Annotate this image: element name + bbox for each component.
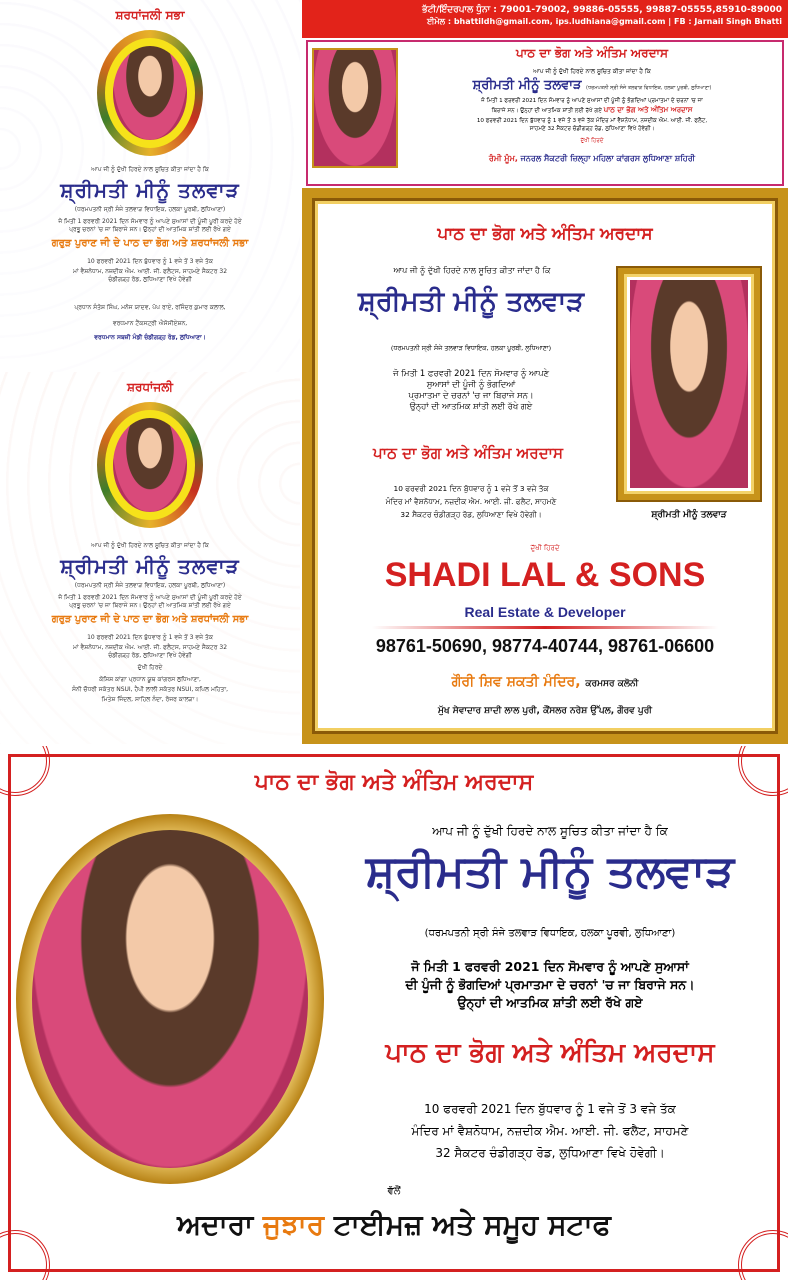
ad3-portrait xyxy=(312,48,398,168)
ad3-body-text: ਬਿਰਾਜੇ ਸਨ। ਉਨ੍ਹਾਂ ਦੀ ਆਤਮਿਕ ਸ਼ਾਂਤੀ ਲਈ ਰੱਖੇ ਗਏ xyxy=(491,108,602,114)
ad3-intro: ਆਪ ਜੀ ਨੂੰ ਦੁੱਖੀ ਹਿਰਦੇ ਨਾਲ ਸੂਚਿਤ ਕੀਤਾ ਜਾਂਦਾ ਹੈ ਕਿ xyxy=(533,68,651,75)
ad2-spouse: (ਧਰਮਪਤਨੀ ਸ੍ਰੀ ਸੰਜੇ ਤਲਵਾੜ ਵਿਧਾਇਕ, ਹਲਕਾ ਪੂਰਬੀ, ਲੁਧਿਆਣਾ) xyxy=(74,582,226,589)
ad4-signatories: ਮੁੱਖ ਸੇਵਾਦਾਰ ਸ਼ਾਦੀ ਲਾਲ ਪੁਰੀ, ਕੌਂਸਲਰ ਨਰੇਸ਼ ਉੱਪਲ, ਗੌਰਵ ਪੁਰੀ xyxy=(437,706,653,716)
ad3-name-text: ਸ਼੍ਰੀਮਤੀ ਮੀਨੂੰ ਤਲਵਾੜ xyxy=(472,78,582,93)
ad3-title: ਪਾਠ ਦਾ ਭੋਗ ਅਤੇ ਅੰਤਿਮ ਅਰਦਾਸ xyxy=(516,46,668,60)
ad2-signatories-2: ਸੰਨੀ ਚੌਧਰੀ ਸਕੱਤਰ NSUI, ਹੈਪੀ ਲਾਲੀ ਸਕੱਤਰ NSUI, ਕਪਿਲ ਮਹਿਤਾ, xyxy=(71,686,229,693)
ad4-venue-line1: ਮੰਦਿਰ ਮਾਂ ਵੈਸ਼ਨੋਧਾਮ, ਨਜ਼ਦੀਕ ਐਮ. ਆਈ. ਜੀ. ਫਲੈਟ, ਸਾਹਮਣੇ xyxy=(385,497,557,506)
ad5-body-line1: ਜੋ ਮਿਤੀ 1 ਫਰਵਰੀ 2021 ਦਿਨ ਸੋਮਵਾਰ ਨੂੰ ਆਪਣੇ ਸੁਆਸਾਂ xyxy=(411,959,689,974)
ad2-portrait xyxy=(113,418,187,512)
ad5-body-line3: ਉਨ੍ਹਾਂ ਦੀ ਆਤਮਿਕ ਸ਼ਾਂਤੀ ਲਈ ਰੱਖੇ ਗਏ xyxy=(457,995,643,1010)
ad5-portrait xyxy=(32,830,308,1168)
ad1-title: ਸ਼ਰਧਾਂਜਲੀ ਸਭਾ xyxy=(115,8,185,22)
ad4-photo-caption: ਸ਼੍ਰੀਮਤੀ ਮੀਨੂੰ ਤਲਵਾੜ xyxy=(651,510,727,520)
ad2-body-line1: ਜੋ ਮਿਤੀ 1 ਫਰਵਰੀ 2021 ਦਿਨ ਸੋਮਵਾਰ ਨੂੰ ਆਪਣੇ ਸੁਆਸਾਂ ਦੀ ਪੂੰਜੀ ਪੂਰੀ ਕਰਦੇ ਹੋਏ xyxy=(58,594,242,601)
ad5-title: ਪਾਠ ਦਾ ਭੋਗ ਅਤੇ ਅੰਤਿਮ ਅਰਦਾਸ xyxy=(254,770,534,795)
ad1-spouse: (ਧਰਮਪਤਨੀ ਸ੍ਰੀ ਸੰਜੇ ਤਲਵਾੜ ਵਿਧਾਇਕ, ਹਲਕਾ ਪੂਰਬੀ, ਲੁਧਿਆਣਾ) xyxy=(74,206,226,213)
ad5-venue-line1: ਮੰਦਿਰ ਮਾਂ ਵੈਸ਼ਨੋਧਾਮ, ਨਜ਼ਦੀਕ ਐਮ. ਆਈ. ਜੀ. ਫਲੈਟ, ਸਾਹਮਣੇ xyxy=(411,1124,689,1138)
ad2-venue-line2: ਚੰਡੀਗੜ੍ਹ ਰੋਡ, ਲੁਧਿਆਣਾ ਵਿਖੇ ਹੋਵੇਗੀ xyxy=(108,652,192,659)
ad4-date: 10 ਫਰਵਰੀ 2021 ਦਿਨ ਬੁੱਧਵਾਰ ਨੂੰ 1 ਵਜੇ ਤੋਂ 3 ਵਜੇ ਤੱਕ xyxy=(393,484,549,493)
ad2-name: ਸ਼੍ਰੀਮਤੀ ਮੀਨੂੰ ਤਲਵਾੜ xyxy=(60,554,240,578)
contact-phones: ਭੱਟੀ/ਇੰਦਰਪਾਲ ਧੁੰਨਾ : 79001-79002, 99886-05555, 99887-05555,85910-89000 xyxy=(422,5,782,15)
ad4-spouse: (ਧਰਮਪਤਨੀ ਸ੍ਰੀ ਸੰਜੇ ਤਲਵਾੜ ਵਿਧਾਇਕ, ਹਲਕਾ ਪੂਰਬੀ, ਲੁਧਿਆਣਾ) xyxy=(390,344,552,352)
ad4-temple-name: ਗੌਰੀ ਸ਼ਿਵ ਸ਼ਕਤੀ ਮੰਦਿਰ, xyxy=(451,674,581,690)
ad3-name xyxy=(404,78,780,93)
ad3-grieving: ਦੁੱਖੀ ਹਿਰਦੇ xyxy=(580,138,604,144)
ad4-temple xyxy=(312,674,778,690)
ad4-venue-line2: 32 ਸੈਕਟਰ ਚੰਡੀਗੜ੍ਹ ਰੋਡ, ਲੁਧਿਆਣਾ ਵਿਖੇ ਹੋਵੇਗੀ। xyxy=(400,510,542,519)
ad4-intro: ਆਪ ਜੀ ਨੂੰ ਦੁੱਖੀ ਹਿਰਦੇ ਨਾਲ ਸੂਚਿਤ ਕੀਤਾ ਜਾਂਦਾ ਹੈ ਕਿ xyxy=(393,266,551,275)
ad1-body-line2: ਪ੍ਰਭੂ ਚਰਨਾਂ 'ਚ ਜਾ ਬਿਰਾਜੇ ਸਨ। ਉਨ੍ਹਾਂ ਦੀ ਆਤਮਿਕ ਸ਼ਾਂਤੀ ਲਈ ਰੱਖੇ ਗਏ xyxy=(69,226,231,233)
ad3-signatory xyxy=(404,154,780,164)
ad5-headline: ਪਾਠ ਦਾ ਭੋਗ ਅਤੇ ਅੰਤਿਮ ਅਰਦਾਸ xyxy=(385,1038,715,1068)
ad3-sign-role: ਜਨਰਲ ਸੈਕਟਰੀ ਜ਼ਿਲ੍ਹਾ ਮਹਿਲਾ ਕਾਂਗਰਸ ਲੁਧਿਆਣਾ ਸ਼ਹਿਰੀ xyxy=(520,154,696,163)
ad2-signatories-3: ਮਿਤੇਸ਼ ਜਿੰਦਲ, ਸਾਹਿਲ ਨੰਦਾ, ਰੋਜਰ ਕਾਲੜਾ। xyxy=(101,696,199,703)
ad2-signatories-1: ਕੋਸ਼ਿਸ਼ ਕਾਂਗਾ ਪ੍ਰਧਾਨ ਯੂਥ ਕਾਂਗਰਸ ਲੁਧਿਆਣਾ, xyxy=(99,676,201,683)
tribute-ad-5 xyxy=(0,746,788,1280)
ad4-phones: 98761-50690, 98774-40744, 98761-06600 xyxy=(375,636,715,656)
ad4-grieving: ਦੁੱਖੀ ਹਿਰਦੇ xyxy=(530,544,560,552)
ad2-intro: ਆਪ ਜੀ ਨੂੰ ਦੁੱਖੀ ਹਿਰਦੇ ਨਾਲ ਸੂਚਿਤ ਕੀਤਾ ਜਾਂਦਾ ਹੈ ਕਿ xyxy=(91,542,209,549)
ad5-intro: ਆਪ ਜੀ ਨੂੰ ਦੁੱਖੀ ਹਿਰਦੇ ਨਾਲ ਸੂਚਿਤ ਕੀਤਾ ਜਾਂਦਾ ਹੈ ਕਿ xyxy=(432,824,668,838)
ad5-by: ਵੱਲੋਂ xyxy=(387,1186,401,1197)
ad4-body-line3: ਪ੍ਰਮਾਤਮਾ ਦੇ ਚਰਨਾਂ 'ਚ ਜਾ ਬਿਰਾਜੇ ਸਨ। xyxy=(408,390,534,400)
ad3-body-line1: ਜੋ ਮਿਤੀ 1 ਫਰਵਰੀ 2021 ਦਿਨ ਸੋਮਵਾਰ ਨੂੰ ਆਪਣੇ ਸੁਆਸਾਂ ਦੀ ਪੂੰਜੀ ਨੂੰ ਭੋਗਦਿਆਂ ਪ੍ਰਮਾਤਮਾ ਦੇ ਚਰਨਾਂ 'ਚ ਜਾ xyxy=(481,98,703,104)
ad4-colony: ਕਰਮਸਰ ਕਲੋਨੀ xyxy=(585,679,639,689)
ad1-portrait xyxy=(113,46,187,140)
contact-bar xyxy=(302,0,788,38)
ad1-signatories-3: ਵਰਧਮਾਨ ਸਬਜ਼ੀ ਮੰਡੀ ਚੰਡੀਗੜ੍ਹ ਰੋਡ, ਲੁਧਿਆਣਾ। xyxy=(94,334,206,341)
ad5-spouse: (ਧਰਮਪਤਨੀ ਸ੍ਰੀ ਸੰਜੇ ਤਲਵਾੜ ਵਿਧਾਇਕ, ਹਲਕਾ ਪੂਰਵੀ, ਲੁਧਿਆਣਾ) xyxy=(424,928,676,939)
ad2-title: ਸ਼ਰਧਾਂਜਲੀ xyxy=(127,380,173,394)
ad2-venue-line1: ਮਾਂ ਵੈਸ਼ਨੋਧਾਮ, ਨਜ਼ਦੀਕ ਐਮ. ਆਈ. ਜੀ. ਫਲੈਟਸ, ਸਾਹਮਣੇ ਸੈਕਟਰ 32 xyxy=(72,644,228,651)
ad5-venue-line2: 32 ਸੈਕਟਰ ਚੰਡੀਗੜ੍ਹ ਰੋਡ, ਲੁਧਿਆਣਾ ਵਿਖੇ ਹੋਵੇਗੀ। xyxy=(435,1146,665,1160)
ad4-portrait xyxy=(630,280,748,488)
ad4-photo-frame xyxy=(618,268,760,500)
ad3-headline: ਪਾਠ ਦਾ ਭੋਗ ਅਤੇ ਅੰਤਿਮ ਅਰਦਾਸ xyxy=(603,106,693,114)
contact-email: ਈਮੇਲ : bhattildh@gmail.com, ips.ludhiana@gmail.com | FB : Jarnail Singh Bhatti xyxy=(426,17,782,26)
ad4-body-line2: ਸੁਆਸਾਂ ਦੀ ਪੂੰਜੀ ਨੂੰ ਭੋਗਦਿਆਂ xyxy=(426,379,516,389)
ad5-body xyxy=(330,958,770,1012)
ad1-headline: ਗਰੁੜ ਪੁਰਾਣ ਜੀ ਦੇ ਪਾਠ ਦਾ ਭੋਗ ਅਤੇ ਸ਼ਰਧਾਂਜਲੀ ਸਭਾ xyxy=(51,238,249,249)
ad4-company: SHADI LAL & SONS xyxy=(384,556,706,594)
ad3-date: 10 ਫਰਵਰੀ 2021 ਦਿਨ ਬੁੱਧਵਾਰ ਨੂੰ 1 ਵਜੇ ਤੋਂ 3 ਵਜੇ ਤੱਕ ਮੰਦਿਰ ਮਾਂ ਵੈਸ਼ਨੋਧਾਮ, ਨਜ਼ਦੀਕ ਐਮ. ਆਈ. ਜੀ. ਫਲੈਟ, xyxy=(476,118,708,124)
ad5-date: 10 ਫਰਵਰੀ 2021 ਦਿਨ ਬੁੱਧਵਾਰ ਨੂੰ 1 ਵਜੇ ਤੋਂ 3 ਵਜੇ ਤੱਕ xyxy=(424,1102,676,1116)
ad3-body-line2 xyxy=(404,106,780,115)
tribute-ad-2 xyxy=(0,372,300,744)
ad1-venue-line1: ਮਾਂ ਵੈਸ਼ਨੋਧਾਮ, ਨਜ਼ਦੀਕ ਐਮ. ਆਈ. ਜੀ. ਫਲੈਟਸ, ਸਾਹਮਣੇ ਸੈਕਟਰ 32 xyxy=(72,268,228,275)
ad3-venue: ਸਾਹਮਣੇ 32 ਸੈਕਟਰ ਚੰਡੀਗੜ੍ਹ ਰੋਡ, ਲੁਧਿਆਣਾ ਵਿਖੇ ਹੋਵੇਗੀ। xyxy=(529,126,655,132)
ad1-intro: ਆਪ ਜੀ ਨੂੰ ਦੁੱਖੀ ਹਿਰਦੇ ਨਾਲ ਸੂਚਿਤ ਕੀਤਾ ਜਾਂਦਾ ਹੈ ਕਿ xyxy=(91,166,209,173)
ad4-title: ਪਾਠ ਦਾ ਭੋਗ ਅਤੇ ਅੰਤਿਮ ਅਰਦਾਸ xyxy=(437,224,653,244)
ad5-name: ਸ਼੍ਰੀਮਤੀ ਮੀਨੂੰ ਤਲਵਾੜ xyxy=(365,846,735,897)
ad4-schedule xyxy=(326,482,616,521)
ad4-tagline: Real Estate & Developer xyxy=(464,604,626,620)
ad1-photo-wreath xyxy=(97,30,203,156)
ad5-photo-frame xyxy=(16,814,324,1184)
ad2-photo-wreath xyxy=(97,402,203,528)
ad1-signatories-1: ਪ੍ਰਧਾਨ ਸੰਤੋਸ਼ ਸਿੰਘ, ਮਨੋਜ ਯਾਦਵ, ਪੱਪ ਰਾਏ, ਰਜਿੰਦਰ ਕੁਮਾਰ ਕਲਾਲ, xyxy=(74,304,226,311)
ad1-body-line1: ਜੋ ਮਿਤੀ 1 ਫਰਵਰੀ 2021 ਦਿਨ ਸੋਮਵਾਰ ਨੂੰ ਆਪਣੇ ਸੁਆਸਾਂ ਦੀ ਪੂੰਜੀ ਪੂਰੀ ਕਰਦੇ ਹੋਏ xyxy=(58,218,242,225)
ad5-schedule xyxy=(330,1098,770,1164)
ad1-signatories-2: ਵਰਧਮਾਨ ਟੈਂਕਸਟ੍ਰੀ ਐਸੋਸੀਏਸ਼ਨ, xyxy=(112,320,188,327)
ad1-date: 10 ਫਰਵਰੀ 2021 ਦਿਨ ਬੁੱਧਵਾਰ ਨੂੰ 1 ਵਜੇ ਤੋਂ 3 ਵਜੇ ਤੱਕ xyxy=(87,258,213,265)
ad3-spouse: (ਧਰਮਪਤਨੀ ਸ੍ਰੀ ਸੰਜੇ ਤਲਵਾੜ ਵਿਧਾਇਕ, ਹਲਕਾ ਪੂਰਬੀ, ਲੁਧਿਆਣਾ) xyxy=(586,85,712,91)
ad5-body-line2: ਦੀ ਪੂੰਜੀ ਨੂੰ ਭੋਗਦਿਆਂ ਪ੍ਰਮਾਤਮਾ ਦੇ ਚਰਨਾਂ 'ਚ ਜਾ ਬਿਰਾਜੇ ਸਨ। xyxy=(405,977,695,992)
ad3-box xyxy=(306,40,784,186)
ad2-headline: ਗਰੁੜ ਪੁਰਾਣ ਜੀ ਦੇ ਪਾਠ ਦਾ ਭੋਗ ਅਤੇ ਸ਼ਰਧਾਂਜਲੀ ਸਭਾ xyxy=(51,614,249,625)
ad2-date: 10 ਫਰਵਰੀ 2021 ਦਿਨ ਬੁੱਧਵਾਰ ਨੂੰ 1 ਵਜੇ ਤੋਂ 3 ਵਜੇ ਤੱਕ xyxy=(87,634,213,641)
ad5-footer-prefix: ਅਦਾਰਾ xyxy=(177,1208,254,1241)
ad2-grieving: ਦੁੱਖੀ ਹਿਰਦੇ xyxy=(137,664,163,671)
ad4-body-line1: ਜੋ ਮਿਤੀ 1 ਫਰਵਰੀ 2021 ਦਿਨ ਸੋਮਵਾਰ ਨੂੰ ਆਪਣੇ xyxy=(393,368,549,378)
ad4-body-line4: ਉਨ੍ਹਾਂ ਦੀ ਆਤਮਿਕ ਸ਼ਾਂਤੀ ਲਈ ਰੱਖੇ ਗਏ xyxy=(409,401,533,411)
ad3-sign-name: ਰੰਮੀ ਮੂੰਮ, xyxy=(488,154,518,163)
ad4-headline: ਪਾਠ ਦਾ ਭੋਗ ਅਤੇ ਅੰਤਿਮ ਅਰਦਾਸ xyxy=(373,444,563,462)
tribute-ad-1 xyxy=(0,0,300,372)
ad1-venue-line2: ਚੰਡੀਗੜ੍ਹ ਰੋਡ, ਲੁਧਿਆਣਾ ਵਿਖੇ ਹੋਵੇਗੀ xyxy=(108,276,192,283)
tribute-ad-4 xyxy=(302,188,788,744)
ad5-footer-suffix: ਟਾਈਮਜ਼ ਅਤੇ ਸਮੂਹ ਸਟਾਫ xyxy=(333,1208,611,1241)
ad5-newspaper-logo: ਜੁਝਾਰ xyxy=(262,1208,325,1241)
ad5-footer xyxy=(0,1208,788,1242)
ad4-body xyxy=(326,368,616,412)
ad1-name: ਸ਼੍ਰੀਮਤੀ ਮੀਨੂੰ ਤਲਵਾੜ xyxy=(60,178,240,202)
ad2-body-line2: ਪ੍ਰਭੂ ਚਰਨਾਂ 'ਚ ਜਾ ਬਿਰਾਜੇ ਸਨ। ਉਨ੍ਹਾਂ ਦੀ ਆਤਮਿਕ ਸ਼ਾਂਤੀ ਲਈ ਰੱਖੇ ਗਏ xyxy=(69,602,231,609)
ad4-name: ਸ਼੍ਰੀਮਤੀ ਮੀਨੂੰ ਤਲਵਾੜ xyxy=(357,286,585,317)
tribute-ad-3 xyxy=(302,0,788,188)
ad4-divider xyxy=(372,626,718,629)
